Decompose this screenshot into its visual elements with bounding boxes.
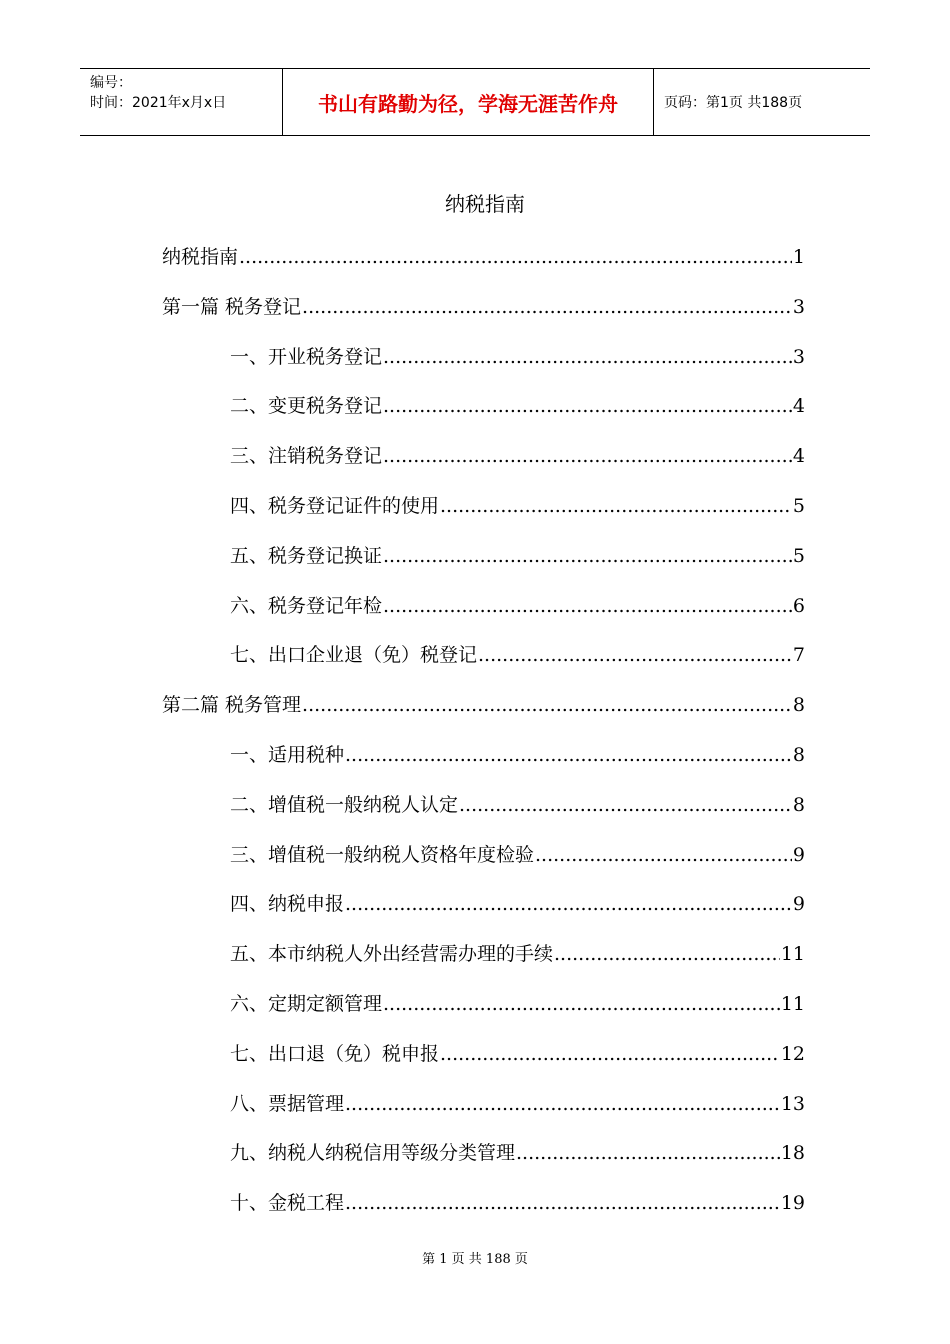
header-motto: 书山有路勤为径，学海无涯苦作舟 [282,69,654,135]
toc-entry-label: 二、增值税一般纳税人认定 [230,793,459,816]
toc-entry-page: 11 [780,993,805,1015]
toc-entry-label: 五、税务登记换证 [230,544,383,567]
toc-entry[interactable] [230,630,805,680]
toc-entry-label: 一、适用税种 [230,744,345,766]
toc-entry-page: 7 [792,644,805,667]
toc-entry-label: 三、注销税务登记 [230,445,383,468]
toc-dot-leader [535,830,792,880]
toc-dot-leader [345,879,792,929]
toc-entry[interactable] [230,879,805,929]
toc-entry-page: 5 [792,495,805,517]
toc-entry-label: 七、出口企业退（免）税登记 [230,644,478,667]
toc-entry-label: 纳税指南 [162,246,239,268]
toc-entry-page: 4 [792,395,805,418]
toc-entry[interactable] [230,531,805,581]
toc-dot-leader [440,1029,780,1079]
toc-entry-label: 第一篇 税务登记 [162,295,302,318]
toc-entry-label: 八、票据管理 [230,1092,345,1115]
toc-entry-page: 9 [792,893,805,916]
toc-entry[interactable] [230,581,805,631]
toc-entry-label: 四、税务登记证件的使用 [230,495,440,517]
toc-entry-page: 18 [780,1142,805,1165]
toc-entry-label: 二、变更税务登记 [230,395,383,418]
toc-entry-page: 8 [792,744,805,766]
document-title: 纳税指南 [445,192,525,216]
page-footer: 第 1 页 共 188 页 [422,1252,528,1267]
toc-entry[interactable] [230,1029,805,1079]
toc-entry[interactable] [230,780,805,830]
toc-dot-leader [239,232,792,282]
toc-entry[interactable] [230,1079,805,1129]
toc-dot-leader [459,780,792,830]
toc-entry-label: 一、开业税务登记 [230,345,383,368]
number-label: 编号： [90,75,132,91]
toc-dot-leader [383,531,792,581]
page-header [80,68,870,136]
toc-dot-leader [383,431,792,481]
toc-entry[interactable] [230,431,805,481]
toc-dot-leader [383,979,780,1029]
toc-entry[interactable] [230,381,805,431]
toc-entry-label: 七、出口退（免）税申报 [230,1042,440,1065]
toc-entry-page: 6 [792,594,805,617]
toc-entry-label: 第二篇 税务管理 [162,694,302,717]
toc-dot-leader [478,630,792,680]
toc-entry-label: 九、纳税人纳税信用等级分类管理 [230,1142,516,1165]
toc-dot-leader [516,1128,780,1178]
toc-entry-label: 四、纳税申报 [230,893,345,916]
toc-entry-page: 11 [780,943,805,966]
toc-entry-page: 8 [792,793,805,816]
toc-entry-page: 8 [792,694,805,717]
toc-dot-leader [345,1079,780,1129]
toc-entry-page: 4 [792,445,805,468]
toc-entry-page: 9 [792,843,805,866]
toc-dot-leader [345,730,792,780]
toc-entry-label: 十、金税工程 [230,1192,345,1215]
toc-entry[interactable] [230,929,805,979]
toc-dot-leader [383,332,792,382]
toc-dot-leader [302,282,792,332]
toc-entry[interactable] [230,1178,805,1228]
toc-entry[interactable] [162,680,805,730]
header-left-cell [80,69,282,135]
toc-entry-page: 3 [792,345,805,368]
toc-entry-label: 六、税务登记年检 [230,594,383,617]
toc-entry[interactable] [230,481,805,531]
toc-dot-leader [302,680,792,730]
toc-entry-page: 12 [780,1042,805,1065]
toc-entry-label: 三、增值税一般纳税人资格年度检验 [230,843,535,866]
header-page-info: 页码：第1页 共188页 [664,95,803,111]
toc-entry-label: 五、本市纳税人外出经营需办理的手续 [230,943,554,966]
toc-entry-page: 3 [792,295,805,318]
toc-entry-page: 1 [792,246,805,268]
toc-entry[interactable] [162,232,805,282]
toc-entry[interactable] [230,332,805,382]
toc-dot-leader [440,481,792,531]
toc-entry[interactable] [230,979,805,1029]
toc-entry[interactable] [230,730,805,780]
toc-dot-leader [345,1178,780,1228]
toc-entry[interactable] [230,1128,805,1178]
time-label: 时间：2021年x月x日 [90,95,227,111]
toc-entry[interactable] [230,830,805,880]
toc-dot-leader [554,929,780,979]
toc-entry-page: 5 [792,544,805,567]
toc-entry-page: 13 [780,1092,805,1115]
toc-entry-page: 19 [780,1192,805,1215]
toc-dot-leader [383,381,792,431]
toc-dot-leader [383,581,792,631]
toc-entry[interactable] [162,282,805,332]
toc-entry-label: 六、定期定额管理 [230,993,383,1015]
